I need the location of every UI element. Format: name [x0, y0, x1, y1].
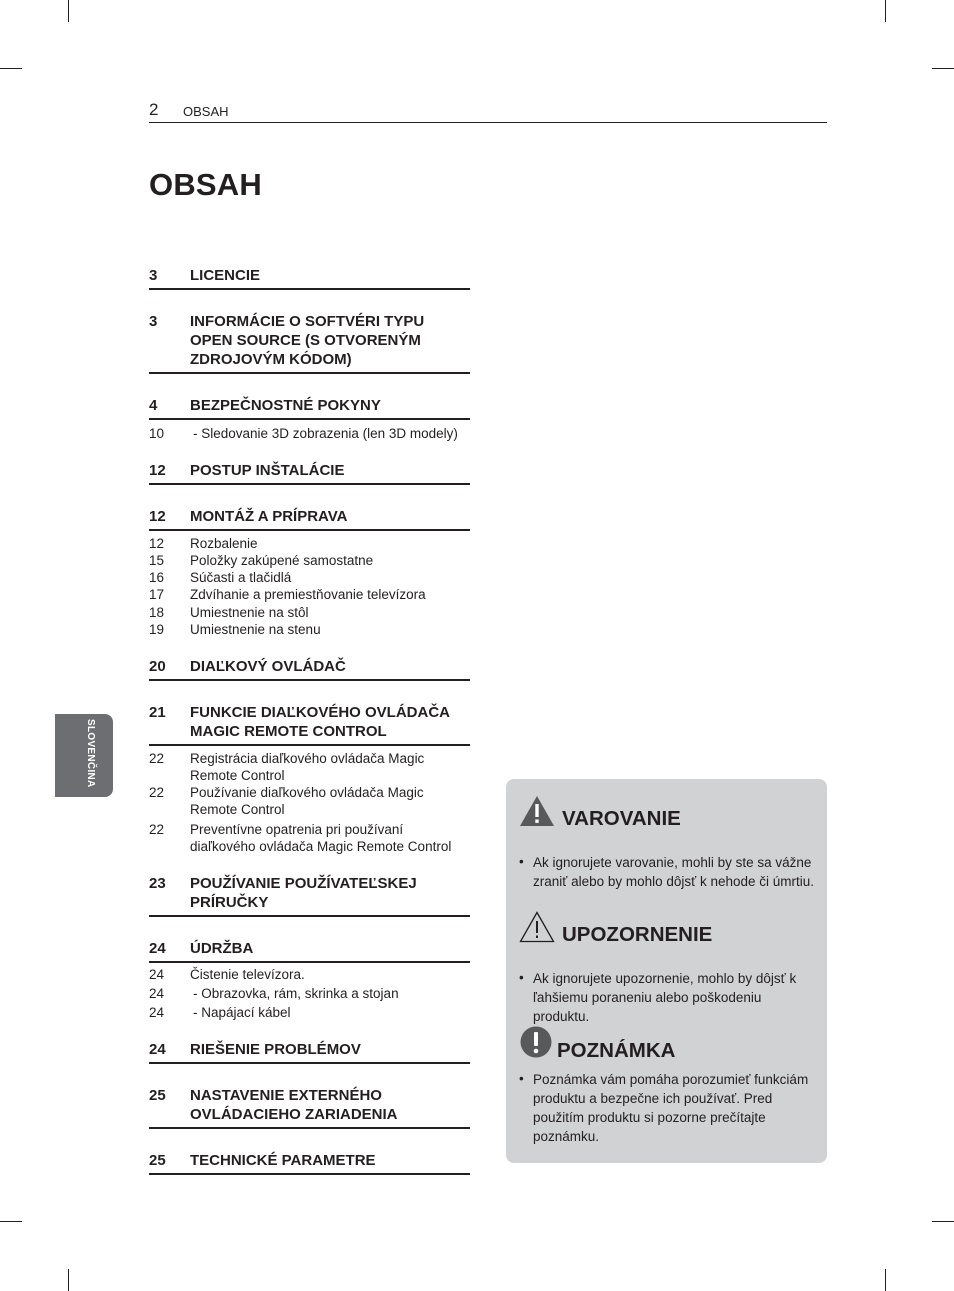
toc-entry-text: TECHNICKÉ PARAMETRE: [190, 1152, 376, 1169]
notes-box: [506, 779, 827, 1163]
toc-page-number: 22: [149, 751, 165, 766]
toc-subentry: [149, 569, 470, 586]
toc-page-number: 3: [149, 267, 158, 284]
toc-entry-text: - Sledovanie 3D zobrazenia (len 3D modely): [193, 425, 470, 442]
warning-filled-icon: [519, 795, 555, 827]
toc-page-number: 20: [149, 658, 166, 675]
toc-entry-text: Umiestnenie na stenu: [190, 622, 321, 637]
toc-section: [149, 1040, 470, 1064]
page-title: OBSAH: [149, 167, 262, 202]
note-text: Poznámka vám pomáha porozumieť funkciám produktu a bezpečne ich používať. Pred použitím produktu si pozorne prečítajte poznámku.: [533, 1072, 809, 1144]
toc-entry-text: - Obrazovka, rám, skrinka a stojan: [193, 985, 470, 1002]
toc-entry-text: LICENCIE: [190, 267, 261, 284]
note-heading: POZNÁMKA: [557, 1039, 676, 1062]
toc-subentry: [149, 586, 470, 603]
toc-page-number: 24: [149, 1005, 165, 1020]
toc-page-number: 24: [149, 940, 166, 957]
toc-entry-text: Umiestnenie na stôl: [190, 605, 309, 620]
toc-entry-text: Čistenie televízora.: [190, 967, 305, 982]
note-heading: VAROVANIE: [562, 807, 681, 830]
toc-page-number: 21: [149, 704, 166, 721]
toc-page-number: 22: [149, 785, 165, 800]
toc-subentry: [149, 966, 470, 983]
toc-entry-text: NASTAVENIE EXTERNÉHO OVLÁDACIEHO ZARIADENIA: [190, 1087, 398, 1123]
caution-outline-icon: [519, 911, 555, 943]
toc-section: [149, 1086, 470, 1129]
toc-page-number: 12: [149, 508, 166, 525]
toc-page-number: 15: [149, 553, 165, 568]
toc-page-number: 18: [149, 605, 165, 620]
crop-mark: [885, 0, 886, 22]
toc-page-number: 12: [149, 462, 166, 479]
toc-section: [149, 312, 470, 374]
toc-entry-text: Rozbalenie: [190, 536, 258, 551]
crop-mark: [68, 1269, 69, 1291]
toc-subentry: [149, 750, 470, 785]
toc-entry-text: POSTUP INŠTALÁCIE: [190, 462, 345, 479]
language-tab: [55, 714, 113, 797]
crop-mark: [68, 0, 69, 22]
toc-section: [149, 507, 470, 531]
toc-subentry: [149, 985, 470, 1002]
toc-subentry: [149, 604, 470, 621]
toc-page-number: 24: [149, 1041, 166, 1058]
toc-entry-text: Súčasti a tlačidlá: [190, 570, 292, 585]
toc-entry-text: BEZPEČNOSTNÉ POKYNY: [190, 397, 381, 414]
toc-subentry: [149, 1004, 470, 1021]
toc-entry-text: FUNKCIE DIAĽKOVÉHO OVLÁDAČA MAGIC REMOTE CONTROL: [190, 704, 450, 740]
toc-section: [149, 461, 470, 485]
note-exclamation-icon: [520, 1026, 552, 1058]
toc-page-number: 17: [149, 587, 165, 602]
toc-entry-text: Zdvíhanie a premiestňovanie televízora: [190, 587, 426, 602]
toc-section: [149, 939, 470, 963]
toc-page-number: 22: [149, 822, 165, 837]
toc-entry-text: Používanie diaľkového ovládača Magic Remote Control: [190, 785, 424, 818]
toc-page-number: 25: [149, 1087, 166, 1104]
toc-page-number: 19: [149, 622, 165, 637]
toc-entry-text: Preventívne opatrenia pri používaní diaľkového ovládača Magic Remote Control: [190, 822, 452, 855]
toc-page-number: 12: [149, 536, 165, 551]
note-heading: UPOZORNENIE: [562, 923, 713, 946]
toc-page-number: 24: [149, 986, 165, 1001]
toc-entry-text: RIEŠENIE PROBLÉMOV: [190, 1041, 361, 1058]
toc-section: [149, 703, 470, 746]
toc-entry-text: ÚDRŽBA: [190, 940, 254, 957]
toc-page-number: 4: [149, 397, 158, 414]
note-text: Ak ignorujete varovanie, mohli by ste sa vážne zraniť alebo by mohlo dôjsť k nehode či úmrtiu.: [533, 855, 815, 889]
toc-section: [149, 266, 470, 290]
crop-mark: [0, 1221, 22, 1222]
toc-entry-text: Registrácia diaľkového ovládača Magic Remote Control: [190, 751, 425, 784]
toc-entry-text: - Napájací kábel: [193, 1004, 470, 1021]
toc-section: [149, 657, 470, 681]
header-section: OBSAH: [183, 104, 229, 119]
toc-entry-text: MONTÁŽ A PRÍPRAVA: [190, 508, 348, 525]
toc-page-number: 24: [149, 967, 165, 982]
toc-page-number: 10: [149, 426, 165, 441]
toc-subentry: [149, 821, 470, 856]
toc-subentry: [149, 621, 470, 638]
toc-entry-text: INFORMÁCIE O SOFTVÉRI TYPU OPEN SOURCE (S OTVORENÝM ZDROJOVÝM KÓDOM): [190, 313, 425, 368]
toc-entry-text: Položky zakúpené samostatne: [190, 553, 374, 568]
toc-subentry: [149, 784, 470, 819]
toc-section: [149, 1151, 470, 1175]
bullet: •: [519, 854, 524, 869]
note-text: Ak ignorujete upozornenie, mohlo by dôjsť k ľahšiemu poraneniu alebo poškodeniu produktu.: [533, 971, 797, 1024]
toc-subentry: [149, 535, 470, 552]
toc-section: [149, 396, 470, 420]
toc-subentry: [149, 425, 470, 442]
toc-entry-text: DIAĽKOVÝ OVLÁDAČ: [190, 658, 346, 675]
crop-mark: [0, 68, 22, 69]
page-number: 2: [149, 100, 159, 119]
toc-section: [149, 874, 470, 917]
bullet: •: [519, 970, 524, 985]
toc-subentry: [149, 552, 470, 569]
bullet: •: [519, 1071, 524, 1086]
toc-page-number: 25: [149, 1152, 166, 1169]
page-header: [149, 100, 827, 123]
toc-page-number: 23: [149, 875, 166, 892]
toc-page-number: 16: [149, 570, 165, 585]
language-tab-label: SLOVENČINA: [85, 719, 96, 788]
crop-mark: [932, 68, 954, 69]
crop-mark: [885, 1269, 886, 1291]
crop-mark: [932, 1221, 954, 1222]
toc-entry-text: POUŽÍVANIE POUŽÍVATEĽSKEJ PRÍRUČKY: [190, 875, 417, 911]
toc-page-number: 3: [149, 313, 158, 330]
